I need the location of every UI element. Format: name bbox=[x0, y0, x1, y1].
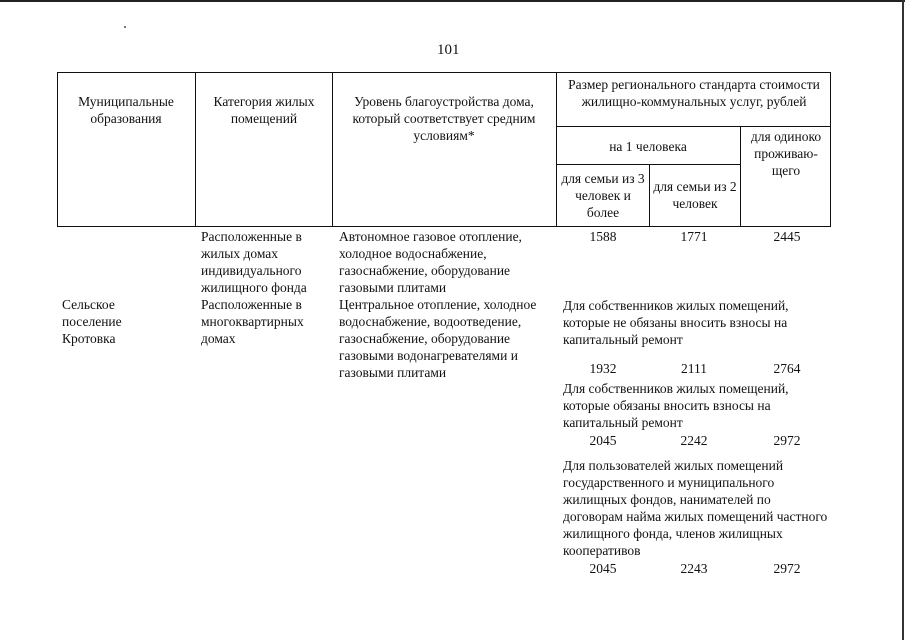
group3-value-family3: 2045 bbox=[589, 561, 617, 576]
group2-value-single: 2972 bbox=[773, 433, 801, 448]
header-category: Категория жилых помещений bbox=[213, 94, 315, 126]
row1-value-family3: 1588 bbox=[589, 229, 617, 244]
group2-value-family2: 2242 bbox=[680, 433, 708, 448]
group3-value-family2: 2243 bbox=[680, 561, 708, 576]
page-number: 101 bbox=[437, 42, 460, 58]
group1-note: Для собственников жилых помещений, которые не обязаны вносить взносы на капитальный ремонт bbox=[563, 298, 789, 347]
scan-speck bbox=[124, 26, 126, 28]
row1-category: Расположенные в жилых домах индивидуального жилищного фонда bbox=[201, 229, 307, 295]
header-family3: для семьи из 3 человек и более bbox=[561, 171, 645, 220]
header-standard: Размер регионального стандарта стоимости жилищно-коммунальных услуг, рублей bbox=[568, 77, 820, 109]
group2-value-family3: 2045 bbox=[589, 433, 617, 448]
header-single: для одиноко проживаю-щего bbox=[750, 129, 822, 178]
group2-note: Для собственников жилых помещений, которые обязаны вносить взносы на капитальный ремонт bbox=[563, 381, 789, 430]
header-level: Уровень благоустройства дома, который соответствует средним условиям* bbox=[352, 94, 536, 143]
group1-value-family3: 1932 bbox=[589, 361, 617, 376]
group3-note: Для пользователей жилых помещений государственного и муниципального жилищных фондов, нанимателей по договорам найма жилых помещений частного жилищного фонда, членов жилищных кооперативов bbox=[563, 458, 828, 558]
group1-value-single: 2764 bbox=[773, 361, 801, 376]
row1-level: Автономное газовое отопление, холодное водоснабжение, газоснабжение, оборудование газовыми плитами bbox=[339, 229, 522, 295]
header-municipality: Муниципальные образования bbox=[78, 94, 174, 126]
top-scan-edge bbox=[0, 0, 905, 2]
header-family2: для семьи из 2 человек bbox=[653, 179, 737, 211]
row2-category: Расположенные в многоквартирных домах bbox=[201, 297, 304, 346]
municipality-name: Сельское поселение Кротовка bbox=[62, 297, 122, 346]
row2-level: Центральное отопление, холодное водоснабжение, водоотведение, газоснабжение, оборудование газовыми водонагревателями и газовыми плитами bbox=[339, 297, 537, 380]
right-scan-edge bbox=[902, 0, 904, 640]
group3-value-single: 2972 bbox=[773, 561, 801, 576]
row1-value-single: 2445 bbox=[773, 229, 801, 244]
row1-value-family2: 1771 bbox=[680, 229, 708, 244]
header-per-person: на 1 человека bbox=[609, 139, 687, 154]
group1-value-family2: 2111 bbox=[681, 361, 707, 376]
